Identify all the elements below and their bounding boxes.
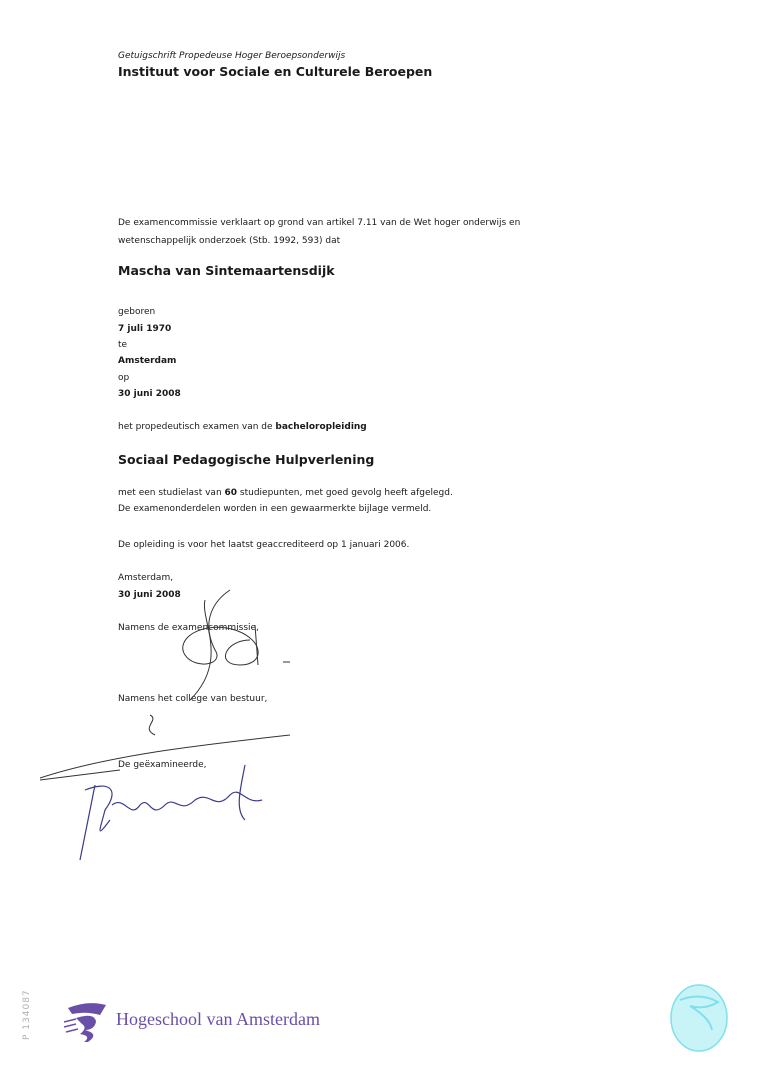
signing-place: Amsterdam, xyxy=(118,573,174,583)
school-name: Hogeschool van Amsterdam xyxy=(116,1009,320,1029)
exam-prefix: het propedeutisch examen van de xyxy=(118,422,276,432)
declaration-line-2: wetenschappelijk onderzoek (Stb. 1992, 593) dat xyxy=(118,236,341,246)
born-date: 7 juli 1970 xyxy=(118,324,172,334)
birth-place: Amsterdam xyxy=(118,356,177,366)
exam-date: 30 juni 2008 xyxy=(118,389,181,399)
graduate-label: De geëxamineerde, xyxy=(118,760,207,770)
board-label: Namens het college van bestuur, xyxy=(118,694,268,704)
student-name: Mascha van Sintemaartensdijk xyxy=(118,263,335,278)
accreditation-line: De opleiding is voor het laatst geaccrediteerd op 1 januari 2006. xyxy=(118,540,410,550)
committee-label: Namens de examencommissie, xyxy=(118,623,259,633)
place-label: te xyxy=(118,340,128,350)
born-label: geboren xyxy=(118,307,156,317)
load-suffix: studiepunten, met goed gevolg heeft afgelegd. xyxy=(237,488,453,498)
certificate-subtitle: Getuigschrift Propedeuse Hoger Beroepsonderwijs xyxy=(118,51,346,61)
exam-level: bacheloropleiding xyxy=(275,422,367,432)
program-name: Sociaal Pedagogische Hulpverlening xyxy=(118,452,375,467)
components-line: De examenonderdelen worden in een gewaarmerkte bijlage vermeld. xyxy=(118,504,432,514)
institute-title: Instituut voor Sociale en Culturele Beroepen xyxy=(118,64,433,79)
load-prefix: met een studielast van xyxy=(118,488,225,498)
on-label: op xyxy=(118,373,130,383)
declaration-line-1: De examencommissie verklaart op grond van artikel 7.11 van de Wet hoger onderwijs en xyxy=(118,218,521,228)
serial-number: P 134087 xyxy=(22,989,32,1040)
credits: 60 xyxy=(224,488,238,498)
signing-date: 30 juni 2008 xyxy=(118,590,181,600)
